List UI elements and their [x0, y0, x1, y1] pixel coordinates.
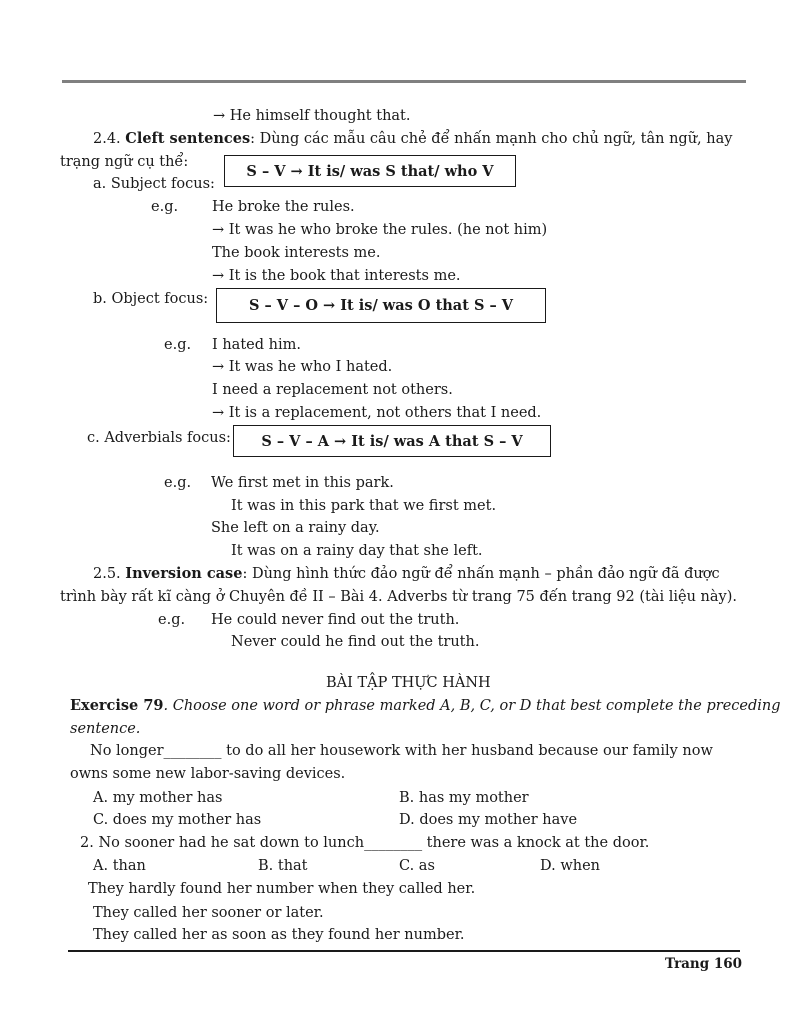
example-line: I need a replacement not others. — [212, 382, 453, 398]
option: D. does my mother have — [399, 812, 578, 828]
example-line: → It is the book that interests me. — [212, 268, 461, 284]
option: D. when — [540, 858, 600, 874]
section-2-4-heading: 2.4. Cleft sentences: Dùng các mẫu câu chẻ để nhấn mạnh cho chủ ngữ, tân ngữ, hay — [93, 130, 733, 147]
option: B. that — [258, 858, 308, 874]
option: C. does my mother has — [93, 812, 262, 828]
question-1-stem-cont: owns some new labor-saving devices. — [70, 766, 346, 782]
example-line: → It is a replacement, not others that I need. — [212, 405, 542, 421]
option: B. has my mother — [399, 790, 529, 806]
subject-focus-formula-box: S – V → It is/ was S that/ who V — [224, 155, 516, 187]
text-line: → He himself thought that. — [213, 108, 411, 124]
option: C. as — [399, 858, 435, 874]
page-number: Trang 160 — [665, 956, 743, 972]
example-line: I hated him. — [212, 337, 301, 353]
example-line: → It was he who I hated. — [212, 359, 393, 375]
example-line: Never could he find out the truth. — [231, 634, 480, 650]
example-line: She left on a rainy day. — [211, 520, 380, 536]
section-title: Cleft sentences — [125, 130, 251, 147]
header-rule — [62, 80, 746, 83]
question-2-stem: 2. No sooner had he sat down to lunch________ there was a knock at the door. — [80, 835, 650, 851]
example-line: The book interests me. — [212, 245, 381, 261]
example-line: It was in this park that we first met. — [231, 498, 497, 514]
example-line: → It was he who broke the rules. (he not him) — [212, 222, 548, 238]
subject-focus-label: a. Subject focus: — [93, 176, 215, 192]
exercise-instruction-cont: sentence. — [70, 721, 141, 737]
sentence-line: They hardly found her number when they called her. — [88, 881, 476, 897]
object-focus-formula-box: S – V – O → It is/ was O that S – V — [216, 288, 546, 323]
eg-label: e.g. — [164, 337, 192, 353]
eg-label: e.g. — [158, 612, 186, 628]
section-title: Inversion case — [125, 565, 243, 582]
exercise-label: Exercise 79 — [70, 697, 164, 714]
footer-rule — [68, 950, 740, 952]
adverbial-focus-formula-box: S – V – A → It is/ was A that S – V — [233, 425, 551, 457]
object-focus-label: b. Object focus: — [93, 291, 209, 307]
exercise-instruction: Exercise 79. Choose one word or phrase marked A, B, C, or D that best complete the preceding — [70, 697, 781, 714]
eg-label: e.g. — [164, 475, 192, 491]
option: A. than — [93, 858, 146, 874]
text-line: trình bày rất kĩ càng ở Chuyên đề II – Bài 4. Adverbs từ trang 75 đến trang 92 (tài liệu này). — [60, 589, 737, 605]
example-line: He could never find out the truth. — [211, 612, 460, 628]
adverbial-focus-label: c. Adverbials focus: — [87, 430, 231, 446]
sentence-line: They called her as soon as they found her number. — [93, 927, 465, 943]
example-line: It was on a rainy day that she left. — [231, 543, 483, 559]
question-1-stem: No longer________ to do all her housework with her husband because our family now — [90, 743, 713, 759]
practice-heading: BÀI TẬP THỰC HÀNH — [326, 675, 491, 691]
example-line: He broke the rules. — [212, 199, 355, 215]
sentence-line: They called her sooner or later. — [93, 905, 324, 921]
example-line: We first met in this park. — [211, 475, 394, 491]
option: A. my mother has — [93, 790, 223, 806]
eg-label: e.g. — [151, 199, 179, 215]
section-2-5-heading: 2.5. Inversion case: Dùng hình thức đảo ngữ để nhấn mạnh – phần đảo ngữ đã được — [93, 565, 720, 582]
text-line: trạng ngữ cụ thể: — [60, 154, 189, 170]
